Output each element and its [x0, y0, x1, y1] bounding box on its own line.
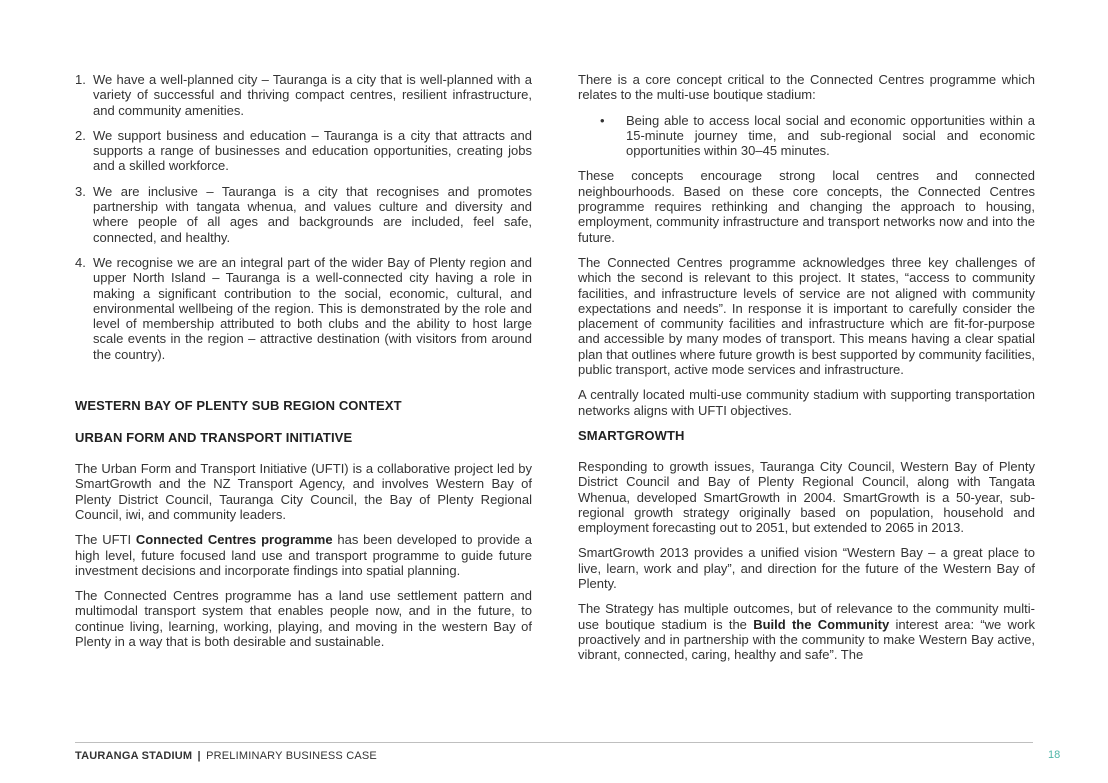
list-number: 2. — [75, 127, 86, 143]
stadium-alignment-paragraph: A centrally located multi-use community stadium with supporting transportation networks aligns with UFTI objectives. — [578, 387, 1035, 418]
text-run: The UFTI — [75, 532, 136, 548]
text-run: has been developed to provide a high level, future focused land use and transport programme to guide future investment decisions and incorporate findings into spatial planning. — [75, 532, 532, 578]
footer-divider — [75, 742, 1033, 743]
bullet-item — [578, 113, 1035, 159]
footer-separator: | — [197, 750, 201, 762]
list-item — [75, 72, 532, 118]
ufti-paragraph-2 — [75, 532, 532, 578]
page-number: 18 — [1048, 749, 1061, 761]
left-column — [75, 72, 532, 659]
concepts-paragraph: These concepts encourage strong local centres and connected neighbourhoods. Based on these core concepts, the Connected Centres programme requires rethinking and changing the approach to housing, employment, community infrastructure and transport networks now and into the future. — [578, 168, 1035, 245]
right-column — [578, 72, 1035, 673]
bold-term: Build the Community — [753, 616, 890, 632]
list-item — [75, 128, 532, 174]
footer-title: TAURANGA STADIUM — [75, 750, 193, 762]
smartgrowth-paragraph-2: SmartGrowth 2013 provides a unified vision “Western Bay – a great place to live, learn, work and play”, and direction for the future of the Western Bay of Plenty. — [578, 545, 1035, 592]
bullet-list — [578, 113, 1035, 159]
list-item — [75, 255, 532, 362]
list-item — [75, 184, 532, 245]
core-concept-paragraph: There is a core concept critical to the Connected Centres programme which relates to the multi-use boutique stadium: — [578, 72, 1035, 103]
footer-subtitle: PRELIMINARY BUSINESS CASE — [206, 750, 377, 762]
list-number: 3. — [75, 183, 86, 199]
list-text: We recognise we are an integral part of the wider Bay of Plenty region and upper North Island – Tauranga is a well-connected city having a role in making a significant contribution to the social, economic, cultural, and environmental wellbeing of the region. This is demonstrated by the role and level of membership attributed to both clubs and the ability to host large scale events in the region – attractive destination (with visitors from around the country). — [93, 254, 532, 362]
challenges-paragraph: The Connected Centres programme acknowledges three key challenges of which the second is relevant to this project. It states, “access to community facilities, and infrastructure levels of service are not aligned with community expectations and needs”. In response it is important to carefully consider the placement of community facilities and infrastructure which are fit-for-purpose and accessible by many modes of transport. This means having a clear spatial plan that outlines where future growth is best supported by community facilities, public transport, active mode services and infrastructure. — [578, 254, 1035, 378]
bold-term: Connected Centres programme — [135, 532, 333, 548]
section-heading-ufti: URBAN FORM AND TRANSPORT INITIATIVE — [75, 430, 353, 446]
list-number: 1. — [75, 72, 86, 87]
footer — [75, 750, 377, 762]
list-text: We are inclusive – Tauranga is a city that recognises and promotes partnership with tangata whenua, and values culture and diversity and where people of all ages and backgrounds are included, feel safe, connected, and healthy. — [93, 183, 532, 245]
smartgrowth-paragraph-3 — [578, 601, 1035, 662]
section-heading-smartgrowth: SMARTGROWTH — [578, 427, 685, 443]
list-number: 4. — [75, 254, 86, 270]
text-run: interest area: “we work proactively and in partnership with the community to make Western Bay active, vibrant, connected, caring, healthy and safe”. The — [578, 616, 1036, 663]
city-goals-list — [75, 72, 532, 362]
ufti-paragraph-1: The Urban Form and Transport Initiative (UFTI) is a collaborative project led by SmartGrowth and the NZ Transport Agency, and involves Western Bay of Plenty District Council, Tauranga City Council, the Bay of Plenty Regional Council, iwi, and community leaders. — [75, 461, 532, 522]
text-run: The Strategy has multiple outcomes, but of relevance to the community multi-use boutique stadium is the — [578, 601, 1035, 632]
list-text: We support business and education – Tauranga is a city that attracts and supports a range of businesses and education opportunities, creating jobs and a skilled workforce. — [93, 127, 532, 174]
bullet-text: Being able to access local social and economic opportunities within a 15-minute journey time, and sub-regional social and economic opportunities within 30–45 minutes. — [626, 112, 1035, 159]
section-heading-wbop: WESTERN BAY OF PLENTY SUB REGION CONTEXT — [75, 398, 402, 414]
smartgrowth-paragraph-1: Responding to growth issues, Tauranga City Council, Western Bay of Plenty District Council and Bay of Plenty Regional Council, along with Tangata Whenua, developed SmartGrowth in 2004. SmartGrowth is a 50-year, sub-regional growth strategy originally based on population, household and employment forecasting out to 2051, but extended to 2065 in 2013. — [578, 458, 1035, 536]
bullet-marker: • — [600, 112, 605, 128]
list-text: We have a well-planned city – Tauranga is a city that is well-planned with a variety of successful and thriving compact centres, resilient infrastructure, and community amenities. — [93, 72, 532, 118]
ufti-paragraph-3: The Connected Centres programme has a land use settlement pattern and multimodal transport system that enables people now, and in the future, to continue living, learning, working, playing, and moving in the western Bay of Plenty in a way that is both desirable and sustainable. — [75, 588, 532, 650]
